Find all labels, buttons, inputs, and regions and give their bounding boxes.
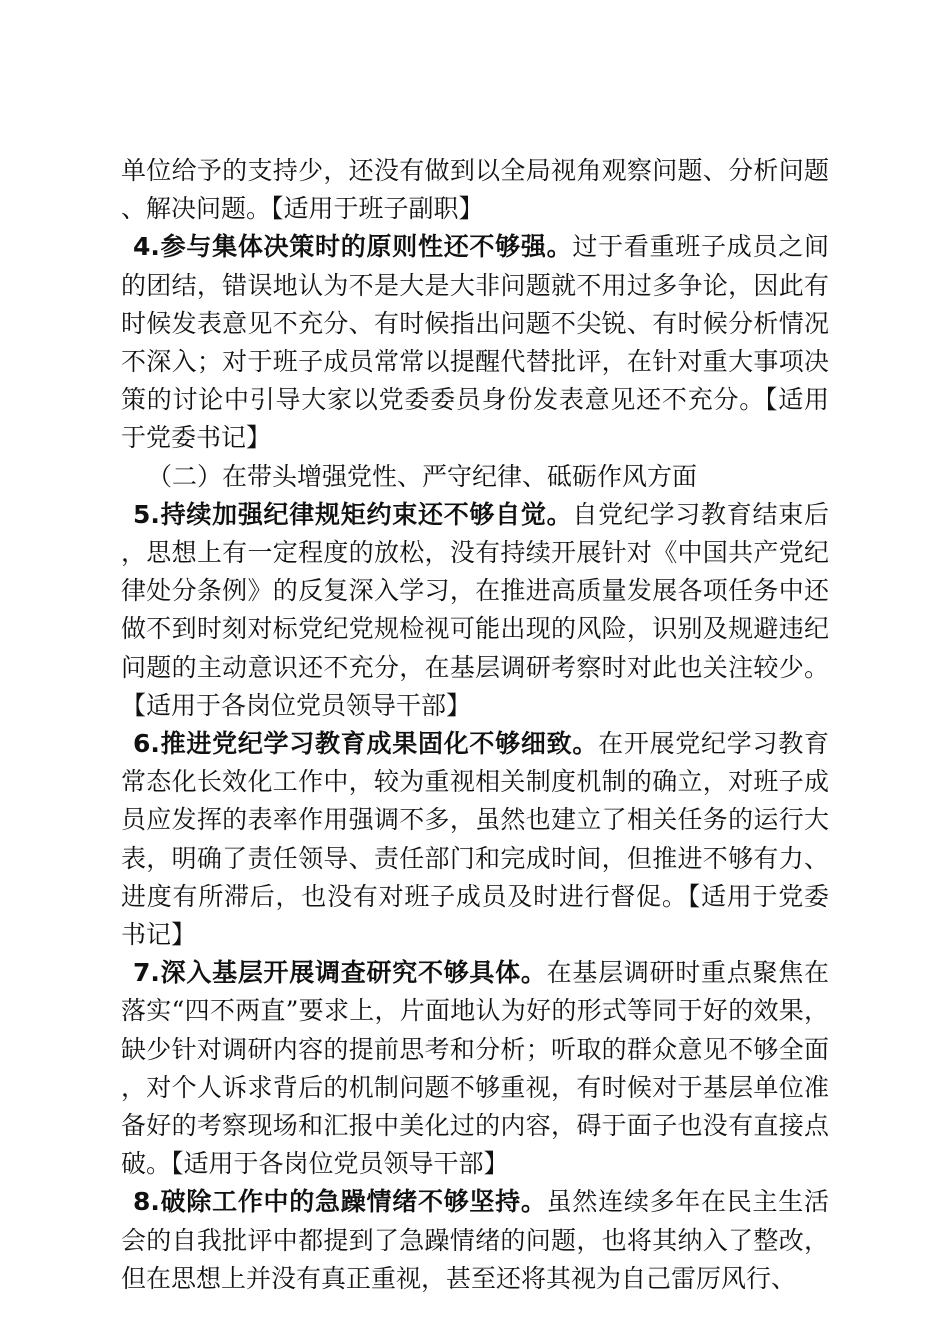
paragraph-text: 在开展党纪学习教育常态化长效化工作中，较为重视相关制度机制的确立，对班子成员应发挥的表率作用强调不多，虽然也建立了相关任务的运行大表，明确了责任领导、责任部门和完成时间，但推进不够有力、进度有所滞后，也没有对班子成员及时进行督促。【适用于党委书记】 — [121, 729, 829, 950]
section-heading-text: （二）在带头增强党性、严守纪律、砥砺作风方面 — [147, 461, 698, 491]
paragraph-continuation — [121, 152, 829, 228]
document-body — [121, 152, 829, 1298]
paragraph-item-4 — [121, 228, 829, 457]
paragraph-text: 在基层调研时重点聚焦在落实“四不两直”要求上，片面地认为好的形式等同于好的效果，缺少针对调研内容的提前思考和分析；听取的群众意见不够全面，对个人诉求背后的机制问题不够重视，有时候对于基层单位准备好的考察现场和汇报中美化过的内容，碍于面子也没有直接点破。【适用于各岗位党员领导干部】 — [121, 958, 829, 1179]
item-heading: 8.破除工作中的急躁情绪不够坚持。 — [133, 1187, 547, 1217]
paragraph-text: 单位给予的支持少，还没有做到以全局视角观察问题、分析问题、解决问题。【适用于班子副职】 — [121, 156, 829, 224]
paragraph-item-8 — [121, 1183, 829, 1298]
paragraph-item-6 — [121, 725, 829, 954]
item-heading: 5.持续加强纪律规矩约束还不够自觉。 — [133, 499, 573, 529]
item-heading: 7.深入基层开展调查研究不够具体。 — [133, 958, 547, 988]
item-heading: 4.参与集体决策时的原则性还不够强。 — [133, 232, 573, 262]
section-heading — [121, 458, 829, 496]
paragraph-text: 自党纪学习教育结束后，思想上有一定程度的放松，没有持续开展针对《中国共产党纪律处分条例》的反复深入学习，在推进高质量发展各项任务中还做不到时刻对标党纪党规检视可能出现的风险，识别及规避违纪问题的主动意识还不充分，在基层调研考察时对此也关注较少。【适用于各岗位党员领导干部】 — [121, 499, 829, 720]
item-heading: 6.推进党纪学习教育成果固化不够细致。 — [133, 729, 599, 759]
paragraph-text: 虽然连续多年在民主生活会的自我批评中都提到了急躁情绪的问题，也将其纳入了整改，但在思想上并没有真正重视，甚至还将其视为自己雷厉风行、 — [121, 1187, 829, 1293]
paragraph-item-7 — [121, 954, 829, 1183]
paragraph-item-5 — [121, 496, 829, 725]
paragraph-text: 过于看重班子成员之间的团结，错误地认为不是大是大非问题就不用过多争论，因此有时候发表意见不充分、有时候指出问题不尖锐、有时候分析情况不深入；对于班子成员常常以提醒代替批评，在针对重大事项决策的讨论中引导大家以党委委员身份发表意见还不充分。【适用于党委书记】 — [121, 232, 829, 453]
